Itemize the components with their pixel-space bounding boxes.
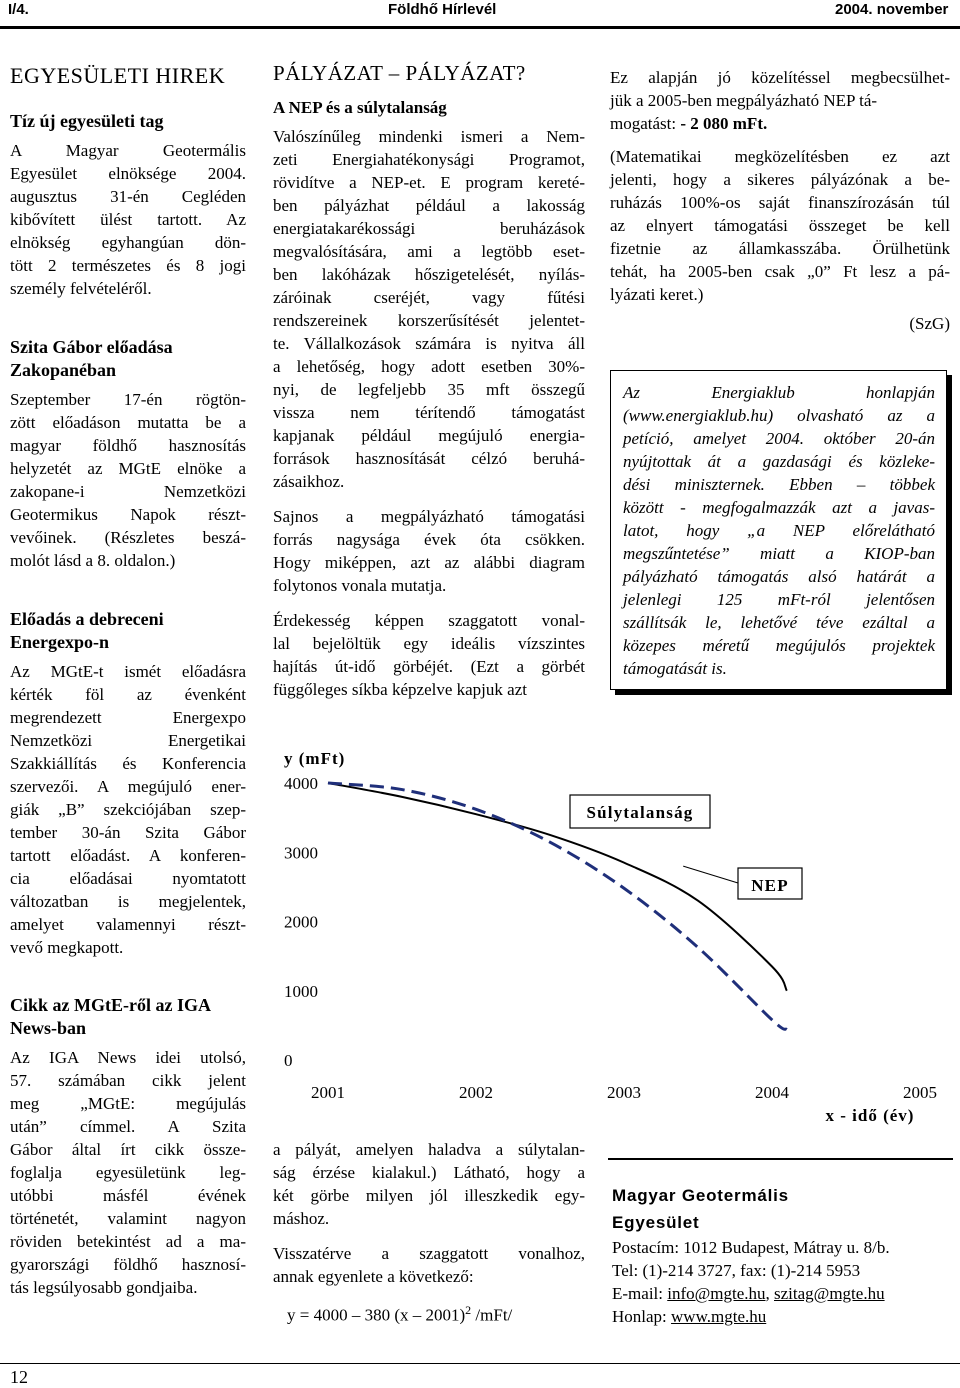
text-line: szállítsák le, lehetővé téve ezáltal a [623,613,935,632]
x-tick-label: 2002 [459,1083,493,1102]
text-line: meg „MGtE: megújulás [10,1094,246,1113]
issue-date: 2004. november [835,1,949,18]
equation-unit: /mFt/ [471,1305,513,1325]
series-label-nep: NEP [751,876,789,895]
issue-number: I/4. [8,1,29,18]
article-title: Tíz új egyesületi tag [10,111,164,131]
text-line: te. Vállalkozások számára is nyitva áll [273,334,585,353]
text-line: Az IGA News idei utolsó, [10,1048,246,1067]
article-body [10,388,246,572]
y-tick-label: 3000 [284,843,318,863]
text-line: a pályát, amelyen haladva a súlytalan- [273,1140,585,1159]
text-line: kérték föl az évenként [10,685,246,704]
text-line: ruházás 100%-os saját finanszírozásán túl [610,193,950,212]
text-line: tember 30-án Szita Gábor [10,823,246,842]
text-line: magyar földhő hasznosítás [10,436,246,455]
text-line: Nemzetközi Energetikai [10,731,246,750]
text-line: személy felvételéről. [10,279,152,298]
text-line: a lehetőség, hogy adott esetben 30%- [273,357,585,376]
paragraph [273,1138,585,1230]
text-line: záróinak cseréjét, vagy fűtési [273,288,585,307]
text-line: jelenti, hogy a sikeres pályázónak a be- [610,170,950,189]
text-line: annak egyenlete a következő: [273,1267,474,1286]
contact-block [612,1182,957,1328]
text-line: források hasznosítását célzó beruhá- [273,449,585,468]
text-line: megvalósítására, ami a legtöbb eset- [273,242,585,261]
text-line: Szakkiállítás és Konferencia [10,754,246,773]
series-line-nep [328,783,787,991]
box-text [623,381,935,680]
text-line: petíció, amelyet 2004. október 20-án [623,429,935,448]
y-tick-label: 1000 [284,981,318,1001]
text-line: zásaikhoz. [273,472,345,491]
text-line: nyi, de legfeljebb 35 mft összegű [273,380,585,399]
text-line: gyarországi földhő hasznosí- [10,1255,246,1274]
callout-leader [683,866,738,883]
middle-column-after-chart [273,1138,585,1288]
email-separator: , [765,1284,775,1303]
text-line: (www.energiaklub.hu) olvasható az a [623,406,935,425]
series-line-sulytalansag [328,783,787,1029]
phone-fax: Tel: (1)-214 3727, fax: (1)-214 5953 [612,1261,861,1280]
text-line: kibővített ülést tartott. Az [10,210,246,229]
text-line: Hogy miképpen, azt az alábbi diagram [273,553,585,572]
text-line: foglalja egyesületünk leg- [10,1163,246,1182]
text-line: folytonos vonala mutatja. [273,576,447,595]
text-line: zakopane-i Nemzetközi [10,482,246,501]
text-line: zött előadáson mutatta be a [10,413,246,432]
text-line: jelenlegi 125 mFt-ról jelentősen [623,590,935,609]
equation-exponent: 2 [465,1303,472,1317]
org-name-line2: Egyesület [612,1213,700,1232]
text-line: támogatását is. [623,659,727,678]
text-line: tartott előadást. A konferen- [10,846,246,865]
text-line: fizetnie az államkasszába. Örülhetünk [610,239,950,258]
paragraph [610,66,950,135]
article-subtitle: A NEP és a súlytalanság [273,98,447,117]
article-body [10,660,246,959]
left-column [10,62,246,300]
text-line: augusztus 31-én Cegléden [10,187,246,206]
text-line: amelyet valamennyi részt- [10,915,246,934]
text-line: dési miniszternek. Ebben – többek [623,475,935,494]
text-line: tás legsúlyosabb gondjaiba. [10,1278,198,1297]
email-link-info[interactable]: info@mgte.hu [667,1284,766,1303]
contact-top-rule [608,1158,953,1160]
text-line: ben pályázhat például a lakosság [273,196,585,215]
text-line: Ez alapján jó közelítéssel megbecsülhet- [610,68,950,87]
text-line: Az MGtE-t ismét előadásra [10,662,246,681]
right-column [610,66,950,335]
text-line: ben lakóházak hőszigetelését, nyílás- [273,265,585,284]
paragraph [273,609,585,701]
y-tick-label: 4000 [284,774,318,793]
title-line: Cikk az MGtE-ről az IGA [10,995,211,1015]
text-line: (Matematikai megközelítésben ez azt [610,147,950,166]
text-line: vevőinek. (Részletes beszá- [10,528,246,547]
paragraph [610,145,950,306]
text-line: változatban is megjelentek, [10,892,246,911]
title-line: Előadás a debreceni [10,609,164,629]
paragraph [273,1242,585,1288]
text-line: szervezői. A megújuló ener- [10,777,246,796]
x-tick-label: 2001 [311,1083,345,1102]
text-line: vissza nem térítendő támogatást [273,403,585,422]
text-line: lal bejelöltük egy ideális vízszintes [273,634,585,653]
paragraph [273,505,585,597]
text-line: vevő megkapott. [10,938,124,957]
text-line: megszűntetése” miatt a KIOP-ban [623,544,935,563]
text-line: 57. számában cikk jelent [10,1071,246,1090]
text-line: lyázati keret.) [610,285,704,304]
line-chart [270,735,960,1130]
text-line: helyzetét az MGtE elnöke a [10,459,246,478]
x-tick-label: 2005 [903,1083,937,1102]
org-name: Magyar Geotermális [612,1186,789,1205]
text-line: latot, hogy „a NEP előrelátható [623,521,935,540]
text-line: pályázható támogatás alsó határát a [623,567,935,586]
text-line: két görbe milyen jól illeszkedik egy- [273,1186,585,1205]
paragraph-prefix: mogatást: [610,114,681,133]
energiaklub-box [610,370,947,690]
email-label: E-mail: [612,1284,668,1303]
article-main-title: PÁLYÁZAT – PÁLYÁZAT? [273,61,526,85]
text-line: Visszatérve a szaggatott vonalhoz, [273,1244,585,1263]
y-tick-label: 2000 [284,912,318,932]
article-title [10,994,246,1040]
title-line: Energexpo-n [10,632,109,652]
text-line: az elnyert támogatási összeget be kell [610,216,950,235]
text-line: máshoz. [273,1209,330,1228]
author-signature: (SzG) [909,314,950,333]
text-line: Gábor által írt cikk össze- [10,1140,246,1159]
text-line: cia előadásai nyomtatott [10,869,246,888]
text-line: rövidítve a NEP-et. E program kereté- [273,173,585,192]
page-number: 12 [10,1367,28,1387]
text-line: zeti Energiahatékonysági Programot, [273,150,585,169]
paragraph [273,125,585,493]
middle-column [273,60,585,701]
title-line: Zakopanéban [10,360,117,380]
x-tick-label: 2003 [607,1083,641,1102]
text-line: ság érzése kialakul.) Látható, hogy a [273,1163,585,1182]
text-line: közepes méretű megújulós projektek [623,636,935,655]
header-rule [0,26,960,29]
text-line: nyújtottak át a gazdasági és közleke- [623,452,935,471]
text-line: tött 2 természetes és 8 jogi [10,256,246,275]
text-line: Valószínűleg mindenki ismeri a Nem- [273,127,585,146]
article-body [10,139,246,300]
text-line: megrendezett Energexpo [10,708,246,727]
article-body [10,1046,246,1299]
text-line: energiatakarékossági beruházások [273,219,585,238]
series-label-sulytalansag: Súlytalanság [586,803,694,822]
equation-main: y = 4000 – 380 (x – 2001) [287,1305,466,1325]
text-line: tehát, ha 2005-ben csak „0” Ft lesz a pá- [610,262,950,281]
text-line: rendszereinek korszerűsítését jelentet- [273,311,585,330]
text-line: elnökség egyhangúan dön- [10,233,246,252]
text-line: függőleges síkba képzelve kapjuk azt [273,680,527,699]
y-axis-label: y (mFt) [284,749,346,768]
equation [287,1298,512,1328]
text-line: utóbbi másfél évének [10,1186,246,1205]
text-line: forrás nagysága évek óta csökken. [273,530,585,549]
text-line: Érdekesség képpen szaggatott vonal- [273,611,585,630]
website-link[interactable]: www.mgte.hu [671,1307,767,1326]
text-line: röviden betekintést ad a ma- [10,1232,246,1251]
text-line: Szeptember 17-én rögtön- [10,390,246,409]
web-line [612,1305,957,1328]
text-line: giák „B” szekciójában szep- [10,800,246,819]
web-label: Honlap: [612,1307,672,1326]
y-tick-label: 0 [284,1051,293,1070]
text-line: történetét, valamint nagyon [10,1209,246,1228]
article-energexpo [10,608,246,959]
title-line: Szita Gábor előadása [10,337,173,357]
postal-address: Postacím: 1012 Budapest, Mátray u. 8/b. [612,1238,890,1257]
text-line: Sajnos a megpályázható támogatási [273,507,585,526]
text-line: A Magyar Geotermális [10,141,246,160]
page-header [0,0,960,28]
title-line: News-ban [10,1018,87,1038]
text-line: Az Energiaklub honlapján [623,383,935,402]
text-line: Egyesület elnöksége 2004. [10,164,246,183]
x-axis-label: x - idő (év) [825,1106,915,1125]
text-line: jük a 2005-ben megpályázható NEP tá- [610,91,878,110]
article-title [10,336,246,382]
newsletter-title: Földhő Hírlevél [388,1,497,18]
section-title: EGYESÜLETI HIREK [10,63,226,88]
text-line: molót lásd a 8. oldalon.) [10,551,176,570]
text-line: kapjanak például megújuló energia- [273,426,585,445]
x-tick-label: 2004 [755,1083,789,1102]
estimate-value: - 2 080 mFt. [680,114,768,133]
article-iga [10,994,246,1299]
footer-rule [0,1363,960,1364]
text-line: után” címmel. A Szita [10,1117,246,1136]
text-line: között - megfogalmazzák azt a javas- [623,498,935,517]
email-link-szitag[interactable]: szitag@mgte.hu [774,1284,885,1303]
article-szita [10,336,246,572]
article-title [10,608,246,654]
text-line: hajítás út-idő görbéjét. (Ezt a görbét [273,657,585,676]
email-line [612,1282,957,1305]
text-line: Geotermikus Napok részt- [10,505,246,524]
